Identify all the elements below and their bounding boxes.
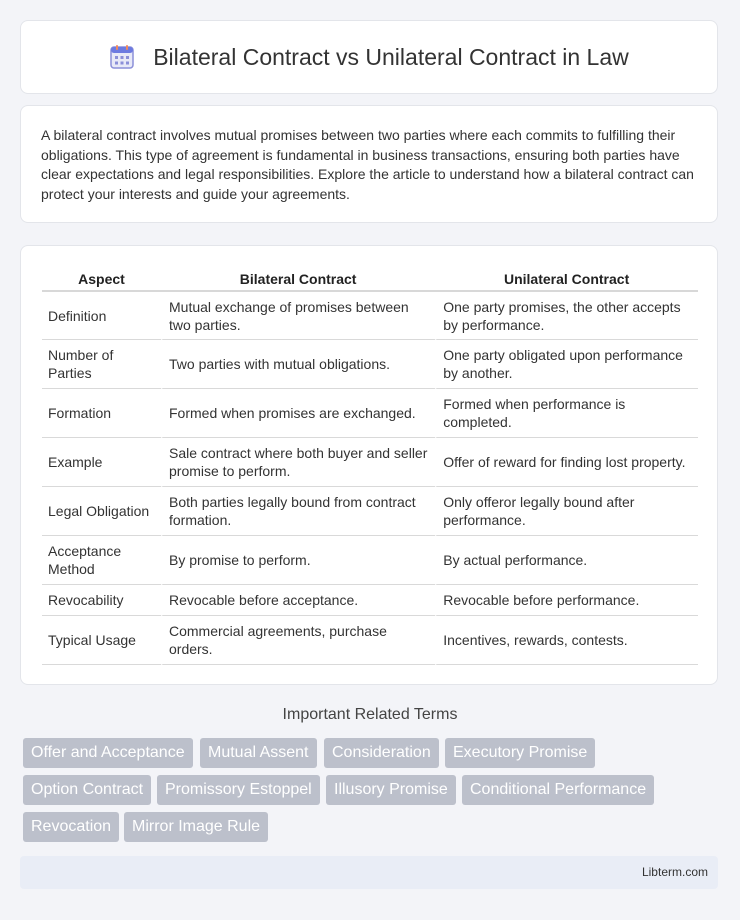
table-row xyxy=(42,616,698,665)
header-bilateral: Bilateral Contract xyxy=(161,266,435,292)
cell-aspect: Example xyxy=(42,438,161,487)
header-card xyxy=(20,20,718,94)
tag-consideration[interactable]: Consideration xyxy=(324,738,439,768)
cell-aspect: Legal Obligation xyxy=(42,487,161,536)
cell-unilateral: By actual performance. xyxy=(435,536,698,585)
cell-unilateral: Offer of reward for finding lost property. xyxy=(435,438,698,487)
cell-aspect: Revocability xyxy=(42,585,161,616)
cell-aspect: Formation xyxy=(42,389,161,438)
table-row xyxy=(42,487,698,536)
tag-mirror-image-rule[interactable]: Mirror Image Rule xyxy=(124,812,268,842)
cell-aspect: Definition xyxy=(42,292,161,340)
cell-unilateral: One party obligated upon performance by another. xyxy=(435,340,698,389)
cell-bilateral: Sale contract where both buyer and seller promise to perform. xyxy=(161,438,435,487)
tag-executory-promise[interactable]: Executory Promise xyxy=(445,738,595,768)
cell-bilateral: By promise to perform. xyxy=(161,536,435,585)
related-terms-title: Important Related Terms xyxy=(282,706,458,723)
calendar-icon xyxy=(109,44,135,70)
table-row xyxy=(42,438,698,487)
cell-aspect: Number of Parties xyxy=(42,340,161,389)
tag-offer-and-acceptance[interactable]: Offer and Acceptance xyxy=(23,738,193,768)
intro-text: A bilateral contract involves mutual promises between two parties where each commits to fulfilling their obligations. This type of agreement is fundamental in business transactions, ensuring both parties have clear expectations and legal responsibilities. Explore the article to understand how a bilateral contract can protect your interests and guide your agreements. xyxy=(41,127,694,202)
table-row xyxy=(42,585,698,616)
table-row xyxy=(42,292,698,340)
header-unilateral: Unilateral Contract xyxy=(435,266,698,292)
footer-site-link[interactable]: Libterm.com xyxy=(641,865,708,879)
comparison-table xyxy=(42,266,698,665)
comparison-table-card xyxy=(20,245,718,685)
tag-option-contract[interactable]: Option Contract xyxy=(23,775,151,805)
header-aspect: Aspect xyxy=(42,266,161,292)
cell-aspect: Acceptance Method xyxy=(42,536,161,585)
tag-conditional-performance[interactable]: Conditional Performance xyxy=(462,775,654,805)
footer xyxy=(20,856,718,889)
cell-bilateral: Mutual exchange of promises between two parties. xyxy=(161,292,435,340)
page-title: Bilateral Contract vs Unilateral Contract in Law xyxy=(153,43,629,70)
cell-bilateral: Two parties with mutual obligations. xyxy=(161,340,435,389)
table-row xyxy=(42,536,698,585)
tag-illusory-promise[interactable]: Illusory Promise xyxy=(326,775,456,805)
tag-mutual-assent[interactable]: Mutual Assent xyxy=(200,738,317,768)
table-row xyxy=(42,389,698,438)
intro-card xyxy=(20,105,718,223)
cell-aspect: Typical Usage xyxy=(42,616,161,665)
table-header-row xyxy=(42,266,698,292)
cell-bilateral: Revocable before acceptance. xyxy=(161,585,435,616)
tag-revocation[interactable]: Revocation xyxy=(23,812,119,842)
tag-promissory-estoppel[interactable]: Promissory Estoppel xyxy=(157,775,320,805)
cell-bilateral: Both parties legally bound from contract formation. xyxy=(161,487,435,536)
cell-bilateral: Formed when promises are exchanged. xyxy=(161,389,435,438)
table-row xyxy=(42,340,698,389)
cell-unilateral: Incentives, rewards, contests. xyxy=(435,616,698,665)
cell-unilateral: One party promises, the other accepts by performance. xyxy=(435,292,698,340)
cell-unilateral: Only offeror legally bound after performance. xyxy=(435,487,698,536)
cell-unilateral: Revocable before performance. xyxy=(435,585,698,616)
cell-unilateral: Formed when performance is completed. xyxy=(435,389,698,438)
cell-bilateral: Commercial agreements, purchase orders. xyxy=(161,616,435,665)
